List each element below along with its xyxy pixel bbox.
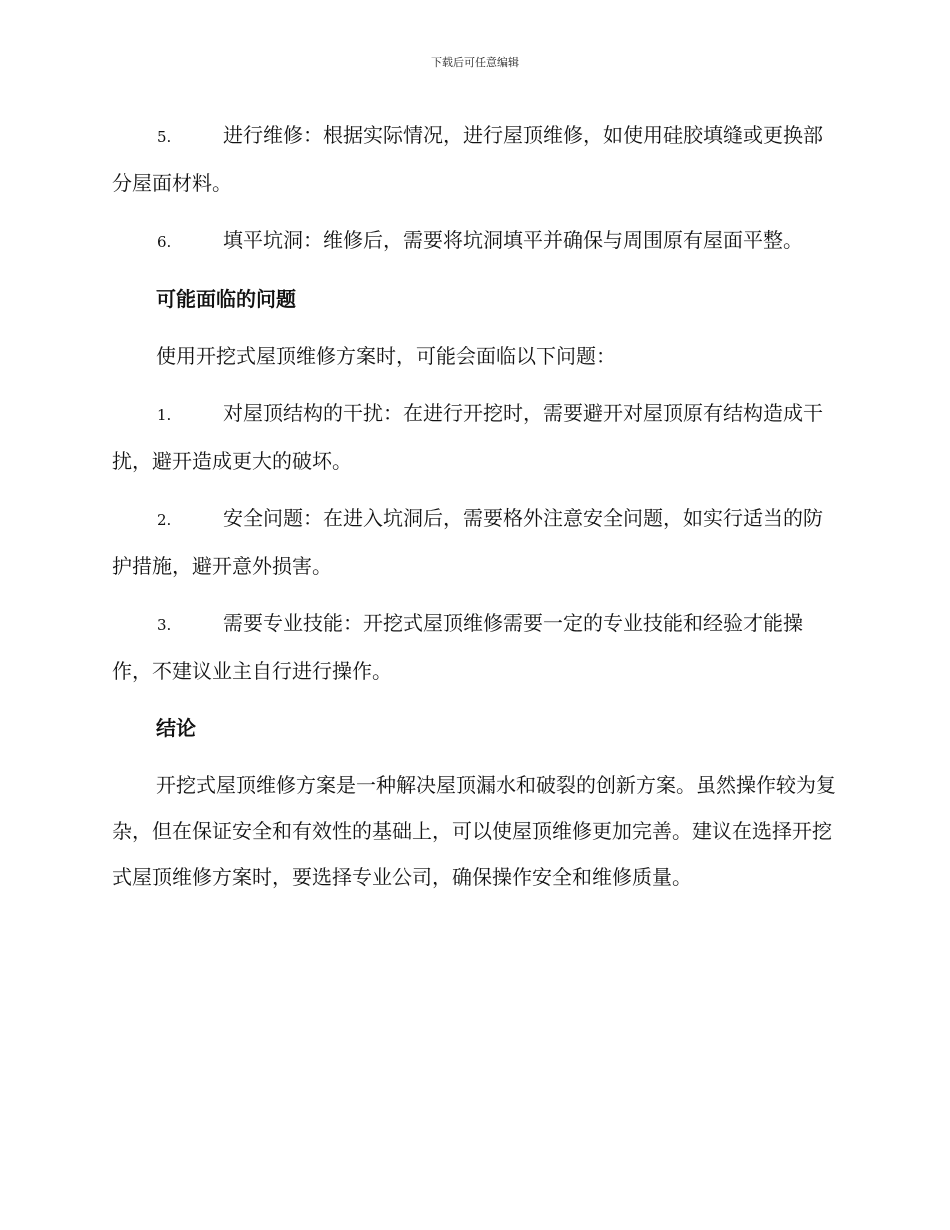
list-item-problem-1 xyxy=(112,390,836,484)
section-heading-problems: 可能面临的问题 xyxy=(156,287,296,311)
list-item-step-6 xyxy=(112,217,836,265)
list-number: 6. xyxy=(157,233,172,251)
list-item-step-5 xyxy=(112,112,836,206)
list-item-problem-3 xyxy=(112,600,836,694)
list-item-problem-2 xyxy=(112,495,836,589)
list-text: 安全问题：在进入坑洞后，需要格外注意安全问题，如实行适当的防护措施，避开意外损害。 xyxy=(112,506,823,578)
problems-intro-paragraph: 使用开挖式屋顶维修方案时，可能会面临以下问题： xyxy=(156,344,616,368)
list-number: 5. xyxy=(157,128,172,146)
list-text: 需要专业技能：开挖式屋顶维修需要一定的专业技能和经验才能操作，不建议业主自行进行操作。 xyxy=(112,611,803,683)
list-text: 对屋顶结构的干扰：在进行开挖时，需要避开对屋顶原有结构造成干扰，避开造成更大的破坏。 xyxy=(112,401,823,473)
list-text: 填平坑洞：维修后，需要将坑洞填平并确保与周围原有屋面平整。 xyxy=(223,228,803,252)
list-number: 3. xyxy=(157,616,172,634)
list-number: 2. xyxy=(157,511,172,529)
list-text: 进行维修：根据实际情况，进行屋顶维修，如使用硅胶填缝或更换部分屋面材料。 xyxy=(112,123,823,195)
page-header: 下载后可任意编辑 xyxy=(431,56,519,69)
list-number: 1. xyxy=(157,406,172,424)
section-heading-conclusion: 结论 xyxy=(156,716,196,740)
conclusion-paragraph: 开挖式屋顶维修方案是一种解决屋顶漏水和破裂的创新方案。虽然操作较为复杂，但在保证安全和有效性的基础上，可以使屋顶维修更加完善。建议在选择开挖式屋顶维修方案时，要选择专业公司，确保操作安全和维修质量。 xyxy=(112,773,836,889)
document-body xyxy=(112,112,836,911)
